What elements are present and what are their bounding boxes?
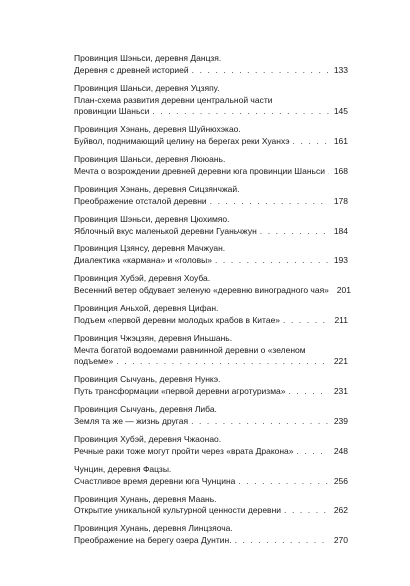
toc-entry-heading: Провинция Шаньси, деревня Лююань.: [74, 154, 226, 165]
table-of-contents: [74, 53, 351, 553]
toc-entry: [74, 374, 348, 398]
toc-entry: [74, 83, 348, 118]
toc-entry: [74, 333, 348, 368]
toc-entry-heading: Провинция Хэнань, деревня Шуйнюхэкао.: [74, 124, 241, 135]
dot-leader: [284, 505, 329, 517]
page-number: 193: [333, 255, 348, 266]
toc-entry-title-row: [74, 315, 348, 327]
toc-entry-heading: Провинция Чжэцзян, деревня Иньшань.: [74, 332, 233, 343]
toc-entry-title-row: [74, 166, 348, 178]
toc-entry-title: Подъем «первой деревни молодых крабов в Китае»: [74, 314, 281, 325]
toc-entry-title: Буйвол, поднимающий целину на берегах реки Хуанхэ: [74, 136, 290, 147]
toc-entry: [74, 124, 348, 148]
toc-entry: [74, 494, 348, 518]
page-number: 161: [333, 136, 348, 147]
page-number: 256: [333, 475, 348, 486]
page-number: 211: [334, 314, 348, 325]
page-number: 239: [333, 415, 348, 426]
toc-entry-title-row: [74, 535, 348, 547]
toc-entry-title: Деревня с древней историей: [74, 64, 189, 75]
toc-entry-title: Путь трансформации «первой деревни агротуризма»: [74, 386, 286, 397]
dot-leader: [293, 136, 329, 148]
toc-entry-title-row: [74, 106, 348, 118]
dot-leader: [210, 196, 329, 208]
toc-entry-title: Открытие уникальной культурной ценности деревни: [74, 505, 282, 516]
page-number: 262: [333, 505, 348, 516]
toc-entry: [74, 464, 348, 488]
toc-entry-title: Преображение отсталой деревни: [74, 195, 207, 206]
dot-leader: [328, 166, 329, 178]
toc-entry: [74, 53, 348, 77]
toc-entry-title: Счастливое время деревни юга Чунцина: [74, 475, 236, 486]
toc-entry-heading: Провинция Шаньси, деревня Уцзяпу.: [74, 82, 220, 93]
toc-entry-title-row: [74, 416, 348, 428]
toc-entry: [74, 273, 351, 297]
dot-leader: [192, 65, 329, 77]
page-number: 248: [333, 445, 348, 456]
dot-leader: [283, 315, 329, 327]
toc-entry-heading: Провинция Хубэй, деревня Хоуба.: [74, 273, 211, 284]
page-number: 201: [336, 285, 351, 296]
toc-entry-title: подъеме»: [74, 356, 114, 367]
dot-leader: [238, 476, 329, 488]
toc-entry: [74, 214, 348, 238]
dot-leader: [297, 446, 329, 458]
toc-entry-heading: Провинция Сычуань, деревня Нункэ.: [74, 374, 221, 385]
page-number: 270: [333, 535, 348, 546]
toc-entry-title: Речные раки тоже могут пройти через «врата Дракона»: [74, 445, 294, 456]
toc-entry-title: провинции Шаньси: [74, 106, 150, 117]
toc-entry-title-row: [74, 505, 348, 517]
dot-leader: [235, 535, 329, 547]
toc-entry-heading: Провинция Аньхой, деревня Цифан.: [74, 303, 219, 314]
dot-leader: [191, 416, 329, 428]
toc-entry-heading: Провинция Цзянсу, деревня Мачжуан.: [74, 243, 226, 254]
toc-entry-title-line: Мечта богатой водоемами равнинной деревни о «зеленом: [74, 344, 306, 355]
toc-entry: [74, 154, 348, 178]
toc-entry-title: Мечта о возрождении древней деревни юга провинции Шаньси: [74, 165, 325, 176]
toc-entry-title: Диалектика «кармана» и «головы»: [74, 255, 212, 266]
toc-entry-heading: Провинция Хубэй, деревня Чжаонао.: [74, 433, 222, 444]
toc-entry-title-row: [74, 136, 348, 148]
dot-leader: [289, 386, 330, 398]
toc-entry: [74, 184, 348, 208]
toc-entry-title-row: [74, 196, 348, 208]
page-number: 231: [333, 386, 348, 397]
toc-entry-heading: Чунцин, деревня Фацзы.: [74, 463, 172, 474]
toc-entry-title-row: [74, 285, 351, 297]
toc-entry-title-row: [74, 65, 348, 77]
toc-entry-title-row: [74, 226, 348, 238]
page-number: 184: [333, 225, 348, 236]
toc-entry-title: Весенний ветер обдувает зеленую «деревню виноградного чая»: [74, 285, 329, 296]
toc-entry: [74, 404, 348, 428]
page-number: 221: [333, 356, 348, 367]
dot-leader: [260, 226, 329, 238]
toc-entry: [74, 434, 348, 458]
toc-entry-title: Земля та же — жизнь другая: [74, 415, 189, 426]
dot-leader: [116, 356, 329, 368]
page-number: 178: [333, 195, 348, 206]
toc-entry-heading: Провинция Хунань, деревня Маань.: [74, 493, 217, 504]
page-number: 168: [333, 165, 348, 176]
toc-entry-heading: Провинция Хунань, деревня Линцзяоча.: [74, 523, 233, 534]
toc-entry-title: Яблочный вкус маленькой деревни Гуаньчжун: [74, 225, 257, 236]
toc-entry-heading: Провинция Хэнань, деревня Сицзянчжай.: [74, 183, 240, 194]
toc-entry-title-row: [74, 356, 348, 368]
page-number: 133: [333, 64, 348, 75]
toc-entry-heading: Провинция Шэньси, деревня Цюхимяо.: [74, 213, 230, 224]
dot-leader: [152, 106, 329, 118]
toc-entry-title-row: [74, 255, 348, 267]
toc-entry-title-row: [74, 476, 348, 488]
dot-leader: [215, 255, 329, 267]
page-number: 145: [333, 106, 348, 117]
toc-entry-heading: Провинция Шэньси, деревня Данцзя.: [74, 53, 222, 63]
toc-entry-heading: Провинция Сычуань, деревня Либа.: [74, 404, 217, 415]
toc-entry: [74, 303, 348, 327]
toc-entry-title-line: План-схема развития деревни центральной части: [74, 94, 273, 105]
toc-entry: [74, 523, 348, 547]
toc-entry-title-row: [74, 386, 348, 398]
toc-entry: [74, 243, 348, 267]
toc-entry-title-row: [74, 446, 348, 458]
toc-entry-title: Преображение на берегу озера Дунтин.: [74, 535, 232, 546]
